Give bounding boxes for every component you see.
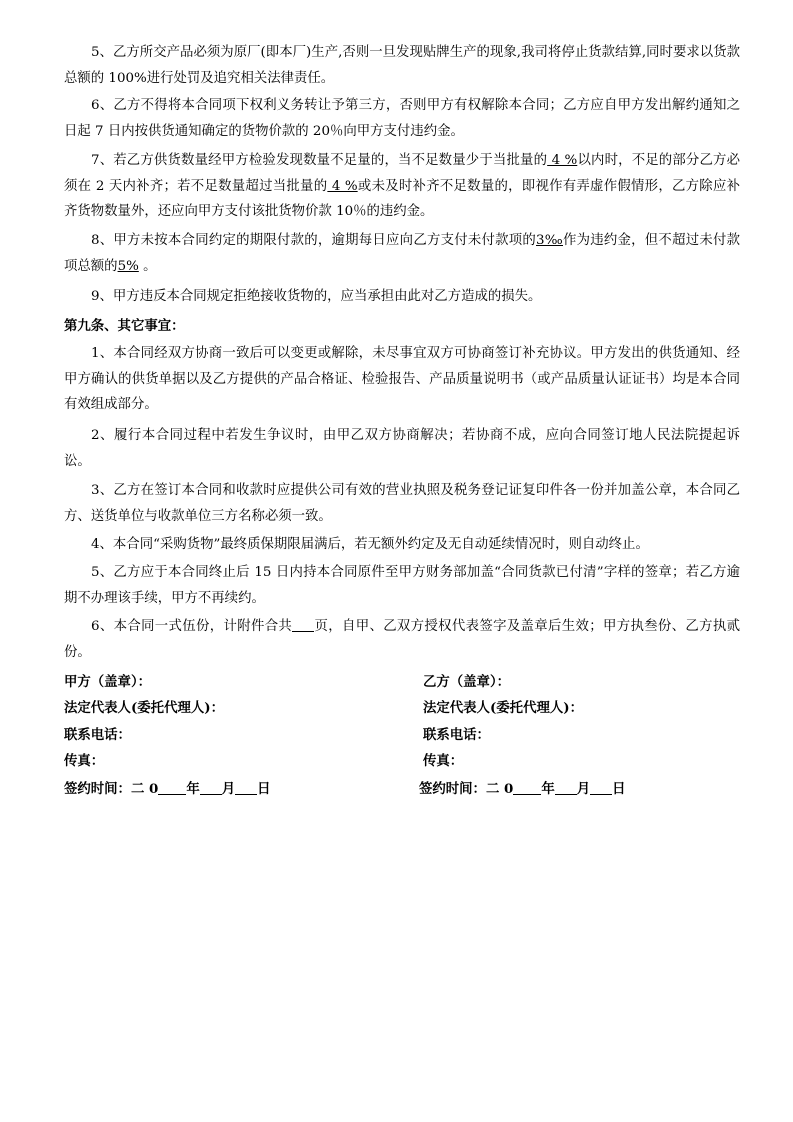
party-b-sign-date [419, 779, 626, 799]
clause-8-item-7 [64, 148, 740, 225]
clause-9-item-5 [64, 560, 740, 611]
party-a-seal-label: 甲方（盖章）： [64, 674, 152, 690]
party-b-rep-label: 法定代表人(委托代理人)： [423, 700, 583, 716]
clause-text: 。 [138, 258, 157, 274]
clause-text: 3、乙方在签订本合同和收款时应提供公司有效的营业执照及税务登记证复印件各一份并加盖公章，本合同乙方、送货单位与收款单位三方名称必须一致。 [64, 483, 740, 524]
party-b-fax-label: 传真： [423, 753, 464, 769]
clause-8-item-8 [64, 228, 740, 279]
day-label: 日 [257, 781, 271, 797]
clause-9-item-6 [64, 614, 740, 665]
year-label: 年 [541, 781, 555, 797]
clause-text: 7、若乙方供货数量经甲方检验发现数量不足量的，当不足数量少于当批量的 [91, 153, 548, 168]
clause-text: 页，自甲、乙双方授权代表签字及盖章后生效；甲方执叁份、乙方执贰份。 [64, 619, 740, 660]
clause-text: 2、履行本合同过程中若发生争议时，由甲乙双方协商解决；若协商不成，应向合同签订地人民法院提起诉讼。 [64, 428, 740, 469]
clause-9-item-1 [64, 341, 740, 418]
clause-text: 5、乙方应于本合同终止后 15 日内持本合同原件至甲方财务部加盖“合同货款已付清”字样的签章；若乙方逾期不办理该手续，甲方不再续约。 [64, 565, 740, 606]
year-label: 年 [186, 781, 200, 797]
clause-text: 或未及时补齐不足数量的，即视作有弄虚作假情形，乙方除应补齐货物数量外，还应向甲方支付该批货物价款 10％的违约金。 [64, 178, 741, 220]
year-blank[interactable] [513, 781, 541, 795]
party-b-phone-label: 联系电话： [423, 727, 490, 743]
shortage-threshold: 4 % [327, 178, 358, 194]
party-a-fax-label: 传真： [64, 753, 105, 769]
month-label: 月 [221, 781, 236, 797]
clause-text: 5、乙方所交产品必须为原厂(即本厂)生产,否则一旦发现贴牌生产的现象,我司将停止货款结算,同时要求以货款总额的 100%进行处罚及追究相关法律责任。 [64, 45, 740, 86]
clause-8-item-6 [64, 93, 740, 144]
clause-text: 作为违约金，但不超过未付款项总额的 [64, 233, 740, 274]
attachment-pages-blank[interactable] [292, 617, 314, 632]
penalty-cap: 5% [117, 258, 139, 274]
party-a-phone-label: 联系电话： [64, 727, 131, 743]
shortage-threshold: 4 % [547, 153, 578, 168]
clause-text: 9、甲方违反本合同规定拒绝接收货物的，应当承担由此对乙方造成的损失。 [91, 289, 542, 304]
day-label: 日 [612, 781, 626, 797]
sign-date-prefix: 签约时间：二 0 [419, 781, 514, 797]
clause-9-item-4 [64, 532, 740, 558]
party-a-rep-label: 法定代表人(委托代理人)： [64, 700, 224, 716]
month-label: 月 [576, 781, 591, 797]
day-blank[interactable] [590, 781, 612, 795]
month-blank[interactable] [200, 781, 222, 795]
year-blank[interactable] [158, 781, 186, 795]
clause-text: 6、本合同一式伍份，计附件合共 [91, 619, 293, 634]
clause-8-item-9 [64, 284, 740, 310]
clause-text: 4、本合同“采购货物”最终质保期限届满后，若无额外约定及无自动延续情况时，则自动终止。 [91, 537, 649, 552]
clause-9-item-2 [64, 423, 740, 474]
party-b-seal-label: 乙方（盖章）： [423, 674, 511, 690]
clause-text: 1、本合同经双方协商一致后可以变更或解除，未尽事宜双方可协商签订补充协议。甲方发出的供货通知、经甲方确认的供货单据以及乙方提供的产品合格证、检验报告、产品质量说明书（或产品质量认证证书）均是本合同有效组成部分。 [64, 346, 740, 413]
party-a-sign-date [64, 779, 271, 799]
month-blank[interactable] [555, 781, 577, 795]
sign-date-prefix: 签约时间：二 0 [64, 781, 159, 797]
section-9-title: 第九条、其它事宜： [64, 318, 185, 334]
late-payment-rate: 3‰ [536, 233, 563, 248]
clause-8-item-5 [64, 40, 740, 91]
clause-text: 6、乙方不得将本合同项下权利义务转让予第三方，否则甲方有权解除本合同；乙方应自甲方发出解约通知之日起 7 日内按供货通知确定的货物价款的 20％向甲方支付违约金。 [64, 98, 740, 139]
clause-text: 8、甲方未按本合同约定的期限付款的，逾期每日应向乙方支付未付款项的 [91, 233, 537, 248]
day-blank[interactable] [235, 781, 257, 795]
clause-text: 以内时，不足的部分乙方必须在 2 天内补齐；若不足数量超过当批量的 [64, 153, 740, 194]
clause-9-item-3 [64, 478, 740, 529]
